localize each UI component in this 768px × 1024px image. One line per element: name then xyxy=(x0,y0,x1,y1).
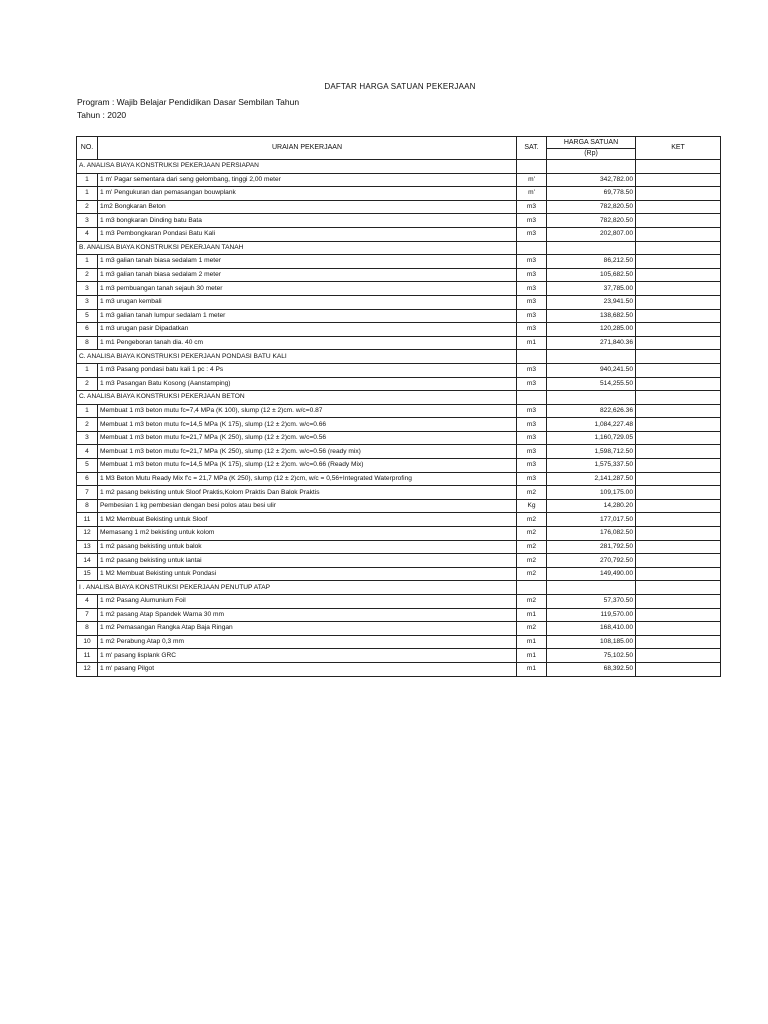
row-no: 8 xyxy=(77,499,98,513)
row-ket xyxy=(636,649,721,663)
row-uraian: 1 m3 Pasang pondasi batu kali 1 pc : 4 Ps xyxy=(98,363,517,377)
row-uraian: 1 m3 Pembongkaran Pondasi Batu Kali xyxy=(98,227,517,241)
header-ket: KET xyxy=(636,137,721,160)
section-row xyxy=(77,581,721,595)
document-title: DAFTAR HARGA SATUAN PEKERJAAN xyxy=(324,82,476,91)
row-no: 5 xyxy=(77,309,98,323)
row-harga: 86,212.50 xyxy=(547,255,636,269)
row-sat: m1 xyxy=(517,649,547,663)
section-title: C. ANALISA BIAYA KONSTRUKSI PEKERJAAN BETON xyxy=(77,391,517,405)
row-uraian: 1 m3 bongkaran Dinding batu Bata xyxy=(98,214,517,228)
table-row xyxy=(77,309,721,323)
row-sat: m2 xyxy=(517,595,547,609)
row-sat: m' xyxy=(517,173,547,187)
header-uraian: URAIAN PEKERJAAN xyxy=(98,137,517,160)
section-harga-cell xyxy=(547,391,636,405)
row-no: 1 xyxy=(77,363,98,377)
row-uraian: 1 m' Pengukuran dan pemasangan bouwplank xyxy=(98,187,517,201)
table-row xyxy=(77,554,721,568)
row-no: 4 xyxy=(77,227,98,241)
row-uraian: 1 m3 galian tanah lumpur sedalam 1 meter xyxy=(98,309,517,323)
table-row xyxy=(77,295,721,309)
table-row xyxy=(77,445,721,459)
row-harga: 75,102.50 xyxy=(547,649,636,663)
section-harga-cell xyxy=(547,350,636,364)
header-rp: (Rp) xyxy=(547,149,636,160)
section-title: C. ANALISA BIAYA KONSTRUKSI PEKERJAAN PONDASI BATU KALI xyxy=(77,350,517,364)
section-sat-cell xyxy=(517,160,547,174)
row-ket xyxy=(636,635,721,649)
row-no: 12 xyxy=(77,527,98,541)
row-uraian: 1 m2 pasang Atap Spandek Warna 30 mm xyxy=(98,608,517,622)
row-harga: 2,141,287.50 xyxy=(547,472,636,486)
tahun-line: Tahun : 2020 xyxy=(77,110,127,120)
row-harga: 1,160,729.05 xyxy=(547,431,636,445)
row-sat: m3 xyxy=(517,214,547,228)
section-sat-cell xyxy=(517,391,547,405)
section-harga-cell xyxy=(547,160,636,174)
row-no: 7 xyxy=(77,486,98,500)
row-no: 2 xyxy=(77,418,98,432)
table-row xyxy=(77,404,721,418)
row-sat: m3 xyxy=(517,200,547,214)
row-no: 4 xyxy=(77,445,98,459)
row-harga: 202,807.00 xyxy=(547,227,636,241)
row-ket xyxy=(636,486,721,500)
row-ket xyxy=(636,540,721,554)
row-ket xyxy=(636,459,721,473)
row-sat: m' xyxy=(517,187,547,201)
section-harga-cell xyxy=(547,581,636,595)
row-ket xyxy=(636,336,721,350)
row-ket xyxy=(636,662,721,676)
row-uraian: 1 m2 pasang bekisting untuk Sloof Praktis,Kolom Praktis Dan Balok Praktis xyxy=(98,486,517,500)
row-harga: 514,255.50 xyxy=(547,377,636,391)
row-uraian: 1 m3 Pasangan Batu Kosong (Aanstamping) xyxy=(98,377,517,391)
row-uraian: Membuat 1 m3 beton mutu fc=21,7 MPa (K 250), slump (12 ± 2)cm. w/c=0.56 xyxy=(98,431,517,445)
row-uraian: 1 m2 Pasang Alumunium Foil xyxy=(98,595,517,609)
row-uraian: 1 m' pasang lisplank GRC xyxy=(98,649,517,663)
row-sat: m3 xyxy=(517,282,547,296)
row-uraian: Membuat 1 m3 beton mutu fc=7,4 MPa (K 100), slump (12 ± 2)cm. w/c=0.87 xyxy=(98,404,517,418)
section-harga-cell xyxy=(547,241,636,255)
row-sat: m3 xyxy=(517,227,547,241)
row-ket xyxy=(636,173,721,187)
row-sat: m3 xyxy=(517,404,547,418)
header-no: NO. xyxy=(77,137,98,160)
row-no: 10 xyxy=(77,635,98,649)
row-ket xyxy=(636,404,721,418)
row-harga: 68,392.50 xyxy=(547,662,636,676)
header-sat: SAT. xyxy=(517,137,547,160)
row-harga: 23,941.50 xyxy=(547,295,636,309)
section-title: I . ANALISA BIAYA KONSTRUKSI PEKERJAAN PENUTUP ATAP xyxy=(77,581,517,595)
program-line: Program : Wajib Belajar Pendidikan Dasar Sembilan Tahun xyxy=(77,97,300,107)
row-ket xyxy=(636,431,721,445)
section-sat-cell xyxy=(517,241,547,255)
row-no: 1 xyxy=(77,255,98,269)
row-no: 11 xyxy=(77,649,98,663)
row-ket xyxy=(636,527,721,541)
row-ket xyxy=(636,187,721,201)
row-uraian: 1 m3 galian tanah biasa sedalam 2 meter xyxy=(98,268,517,282)
row-sat: m3 xyxy=(517,418,547,432)
table-row xyxy=(77,540,721,554)
table-row xyxy=(77,200,721,214)
row-sat: m3 xyxy=(517,255,547,269)
row-ket xyxy=(636,323,721,337)
row-uraian: Membuat 1 m3 beton mutu fc=14,5 MPa (K 175), slump (12 ± 2)cm. w/c=0.66 xyxy=(98,418,517,432)
row-uraian: 1 M2 Membuat Bekisting untuk Sloof xyxy=(98,513,517,527)
row-uraian: 1 m' Pagar sementara dari seng gelombang, tinggi 2,00 meter xyxy=(98,173,517,187)
table-row xyxy=(77,173,721,187)
row-uraian: 1m2 Bongkaran Beton xyxy=(98,200,517,214)
table-row xyxy=(77,567,721,581)
row-sat: m3 xyxy=(517,323,547,337)
row-ket xyxy=(636,622,721,636)
row-no: 6 xyxy=(77,323,98,337)
table-row xyxy=(77,282,721,296)
row-no: 14 xyxy=(77,554,98,568)
row-uraian: 1 m2 pasang bekisting untuk lantai xyxy=(98,554,517,568)
row-sat: m1 xyxy=(517,336,547,350)
row-no: 1 xyxy=(77,187,98,201)
row-harga: 138,682.50 xyxy=(547,309,636,323)
row-harga: 120,285.00 xyxy=(547,323,636,337)
table-row xyxy=(77,499,721,513)
row-harga: 270,792.50 xyxy=(547,554,636,568)
row-no: 13 xyxy=(77,540,98,554)
row-sat: m2 xyxy=(517,527,547,541)
row-harga: 119,570.00 xyxy=(547,608,636,622)
section-title: A. ANALISA BIAYA KONSTRUKSI PEKERJAAN PERSIAPAN xyxy=(77,160,517,174)
table-row xyxy=(77,622,721,636)
row-no: 8 xyxy=(77,336,98,350)
row-harga: 176,082.50 xyxy=(547,527,636,541)
row-harga: 782,820.50 xyxy=(547,200,636,214)
row-ket xyxy=(636,214,721,228)
row-harga: 168,410.00 xyxy=(547,622,636,636)
table-body xyxy=(77,160,721,677)
table-row xyxy=(77,377,721,391)
row-sat: m3 xyxy=(517,363,547,377)
section-ket-cell xyxy=(636,581,721,595)
table-row xyxy=(77,431,721,445)
row-uraian: 1 m1 Pengeboran tanah dia. 40 cm xyxy=(98,336,517,350)
table-row xyxy=(77,459,721,473)
row-harga: 105,682.50 xyxy=(547,268,636,282)
row-ket xyxy=(636,377,721,391)
price-table xyxy=(76,136,721,677)
row-no: 2 xyxy=(77,200,98,214)
row-sat: m3 xyxy=(517,295,547,309)
row-uraian: 1 M2 Membuat Bekisting untuk Pondasi xyxy=(98,567,517,581)
row-sat: m2 xyxy=(517,622,547,636)
section-ket-cell xyxy=(636,391,721,405)
row-ket xyxy=(636,282,721,296)
row-no: 2 xyxy=(77,377,98,391)
row-harga: 271,840.36 xyxy=(547,336,636,350)
header-harga-satuan: HARGA SATUAN xyxy=(547,137,636,149)
row-uraian: 1 m3 urugan pasir Dipadatkan xyxy=(98,323,517,337)
row-uraian: 1 m2 Pemasangan Rangka Atap Baja Ringan xyxy=(98,622,517,636)
table-row xyxy=(77,608,721,622)
table-row xyxy=(77,336,721,350)
row-no: 7 xyxy=(77,608,98,622)
row-no: 3 xyxy=(77,431,98,445)
row-sat: m3 xyxy=(517,472,547,486)
row-ket xyxy=(636,295,721,309)
row-uraian: Pembesian 1 kg pembesian dengan besi polos atau besi ulir xyxy=(98,499,517,513)
row-uraian: Membuat 1 m3 beton mutu fc=14,5 MPa (K 175), slump (12 ± 2)cm. w/c=0.66 (Ready Mix) xyxy=(98,459,517,473)
table-row xyxy=(77,472,721,486)
row-no: 15 xyxy=(77,567,98,581)
section-sat-cell xyxy=(517,581,547,595)
row-harga: 109,175.00 xyxy=(547,486,636,500)
row-ket xyxy=(636,363,721,377)
row-no: 1 xyxy=(77,404,98,418)
row-ket xyxy=(636,554,721,568)
table-row xyxy=(77,363,721,377)
row-harga: 782,820.50 xyxy=(547,214,636,228)
row-uraian: 1 m' pasang Pilgot xyxy=(98,662,517,676)
row-ket xyxy=(636,268,721,282)
row-sat: m1 xyxy=(517,635,547,649)
row-uraian: 1 m3 urugan kembali xyxy=(98,295,517,309)
table-row xyxy=(77,635,721,649)
table-row xyxy=(77,486,721,500)
row-harga: 940,241.50 xyxy=(547,363,636,377)
table-row xyxy=(77,268,721,282)
table-row xyxy=(77,513,721,527)
table-row xyxy=(77,595,721,609)
row-no: 11 xyxy=(77,513,98,527)
row-uraian: 1 m3 pembuangan tanah sejauh 30 meter xyxy=(98,282,517,296)
section-row xyxy=(77,391,721,405)
row-harga: 37,785.00 xyxy=(547,282,636,296)
row-ket xyxy=(636,418,721,432)
row-harga: 69,778.50 xyxy=(547,187,636,201)
row-harga: 108,185.00 xyxy=(547,635,636,649)
row-sat: m3 xyxy=(517,445,547,459)
row-no: 6 xyxy=(77,472,98,486)
row-harga: 1,575,337.50 xyxy=(547,459,636,473)
row-ket xyxy=(636,445,721,459)
row-no: 3 xyxy=(77,282,98,296)
row-no: 3 xyxy=(77,214,98,228)
table-row xyxy=(77,662,721,676)
row-harga: 1,598,712.50 xyxy=(547,445,636,459)
row-sat: m2 xyxy=(517,486,547,500)
row-sat: m1 xyxy=(517,662,547,676)
row-harga: 1,084,227.48 xyxy=(547,418,636,432)
row-ket xyxy=(636,513,721,527)
table-row xyxy=(77,227,721,241)
row-uraian: 1 M3 Beton Mutu Ready Mix f'c = 21,7 MPa (K 250), slump (12 ± 2)cm, w/c = 0,56+Integrated Waterprofing xyxy=(98,472,517,486)
row-no: 2 xyxy=(77,268,98,282)
row-no: 1 xyxy=(77,173,98,187)
row-ket xyxy=(636,608,721,622)
row-harga: 822,626.36 xyxy=(547,404,636,418)
table-row xyxy=(77,649,721,663)
row-uraian: Membuat 1 m3 beton mutu fc=21,7 MPa (K 250), slump (12 ± 2)cm. w/c=0.56 (ready mix) xyxy=(98,445,517,459)
table-row xyxy=(77,323,721,337)
section-sat-cell xyxy=(517,350,547,364)
row-harga: 57,370.50 xyxy=(547,595,636,609)
row-no: 8 xyxy=(77,622,98,636)
row-ket xyxy=(636,472,721,486)
row-ket xyxy=(636,255,721,269)
section-ket-cell xyxy=(636,160,721,174)
row-uraian: 1 m2 pasang bekisting untuk balok xyxy=(98,540,517,554)
row-no: 5 xyxy=(77,459,98,473)
row-uraian: 1 m3 galian tanah biasa sedalam 1 meter xyxy=(98,255,517,269)
row-harga: 149,490.00 xyxy=(547,567,636,581)
row-ket xyxy=(636,499,721,513)
row-sat: m3 xyxy=(517,309,547,323)
section-ket-cell xyxy=(636,241,721,255)
row-sat: m2 xyxy=(517,540,547,554)
table-row xyxy=(77,527,721,541)
section-row xyxy=(77,241,721,255)
table-row xyxy=(77,255,721,269)
row-no: 3 xyxy=(77,295,98,309)
row-harga: 14,280.20 xyxy=(547,499,636,513)
row-sat: m3 xyxy=(517,377,547,391)
row-uraian: 1 m2 Perabung Atap 0,3 mm xyxy=(98,635,517,649)
row-harga: 342,782.00 xyxy=(547,173,636,187)
table-row xyxy=(77,418,721,432)
row-no: 12 xyxy=(77,662,98,676)
row-ket xyxy=(636,200,721,214)
row-ket xyxy=(636,567,721,581)
section-ket-cell xyxy=(636,350,721,364)
section-row xyxy=(77,160,721,174)
row-sat: m3 xyxy=(517,431,547,445)
table-row xyxy=(77,187,721,201)
row-uraian: Memasang 1 m2 bekisting untuk kolom xyxy=(98,527,517,541)
row-sat: Kg xyxy=(517,499,547,513)
row-sat: m3 xyxy=(517,459,547,473)
row-harga: 281,792.50 xyxy=(547,540,636,554)
row-harga: 177,017.50 xyxy=(547,513,636,527)
section-row xyxy=(77,350,721,364)
row-sat: m1 xyxy=(517,608,547,622)
row-sat: m2 xyxy=(517,554,547,568)
row-ket xyxy=(636,227,721,241)
row-sat: m2 xyxy=(517,513,547,527)
row-sat: m3 xyxy=(517,268,547,282)
table-row xyxy=(77,214,721,228)
row-sat: m2 xyxy=(517,567,547,581)
row-ket xyxy=(636,309,721,323)
row-no: 4 xyxy=(77,595,98,609)
row-ket xyxy=(636,595,721,609)
section-title: B. ANALISA BIAYA KONSTRUKSI PEKERJAAN TANAH xyxy=(77,241,517,255)
